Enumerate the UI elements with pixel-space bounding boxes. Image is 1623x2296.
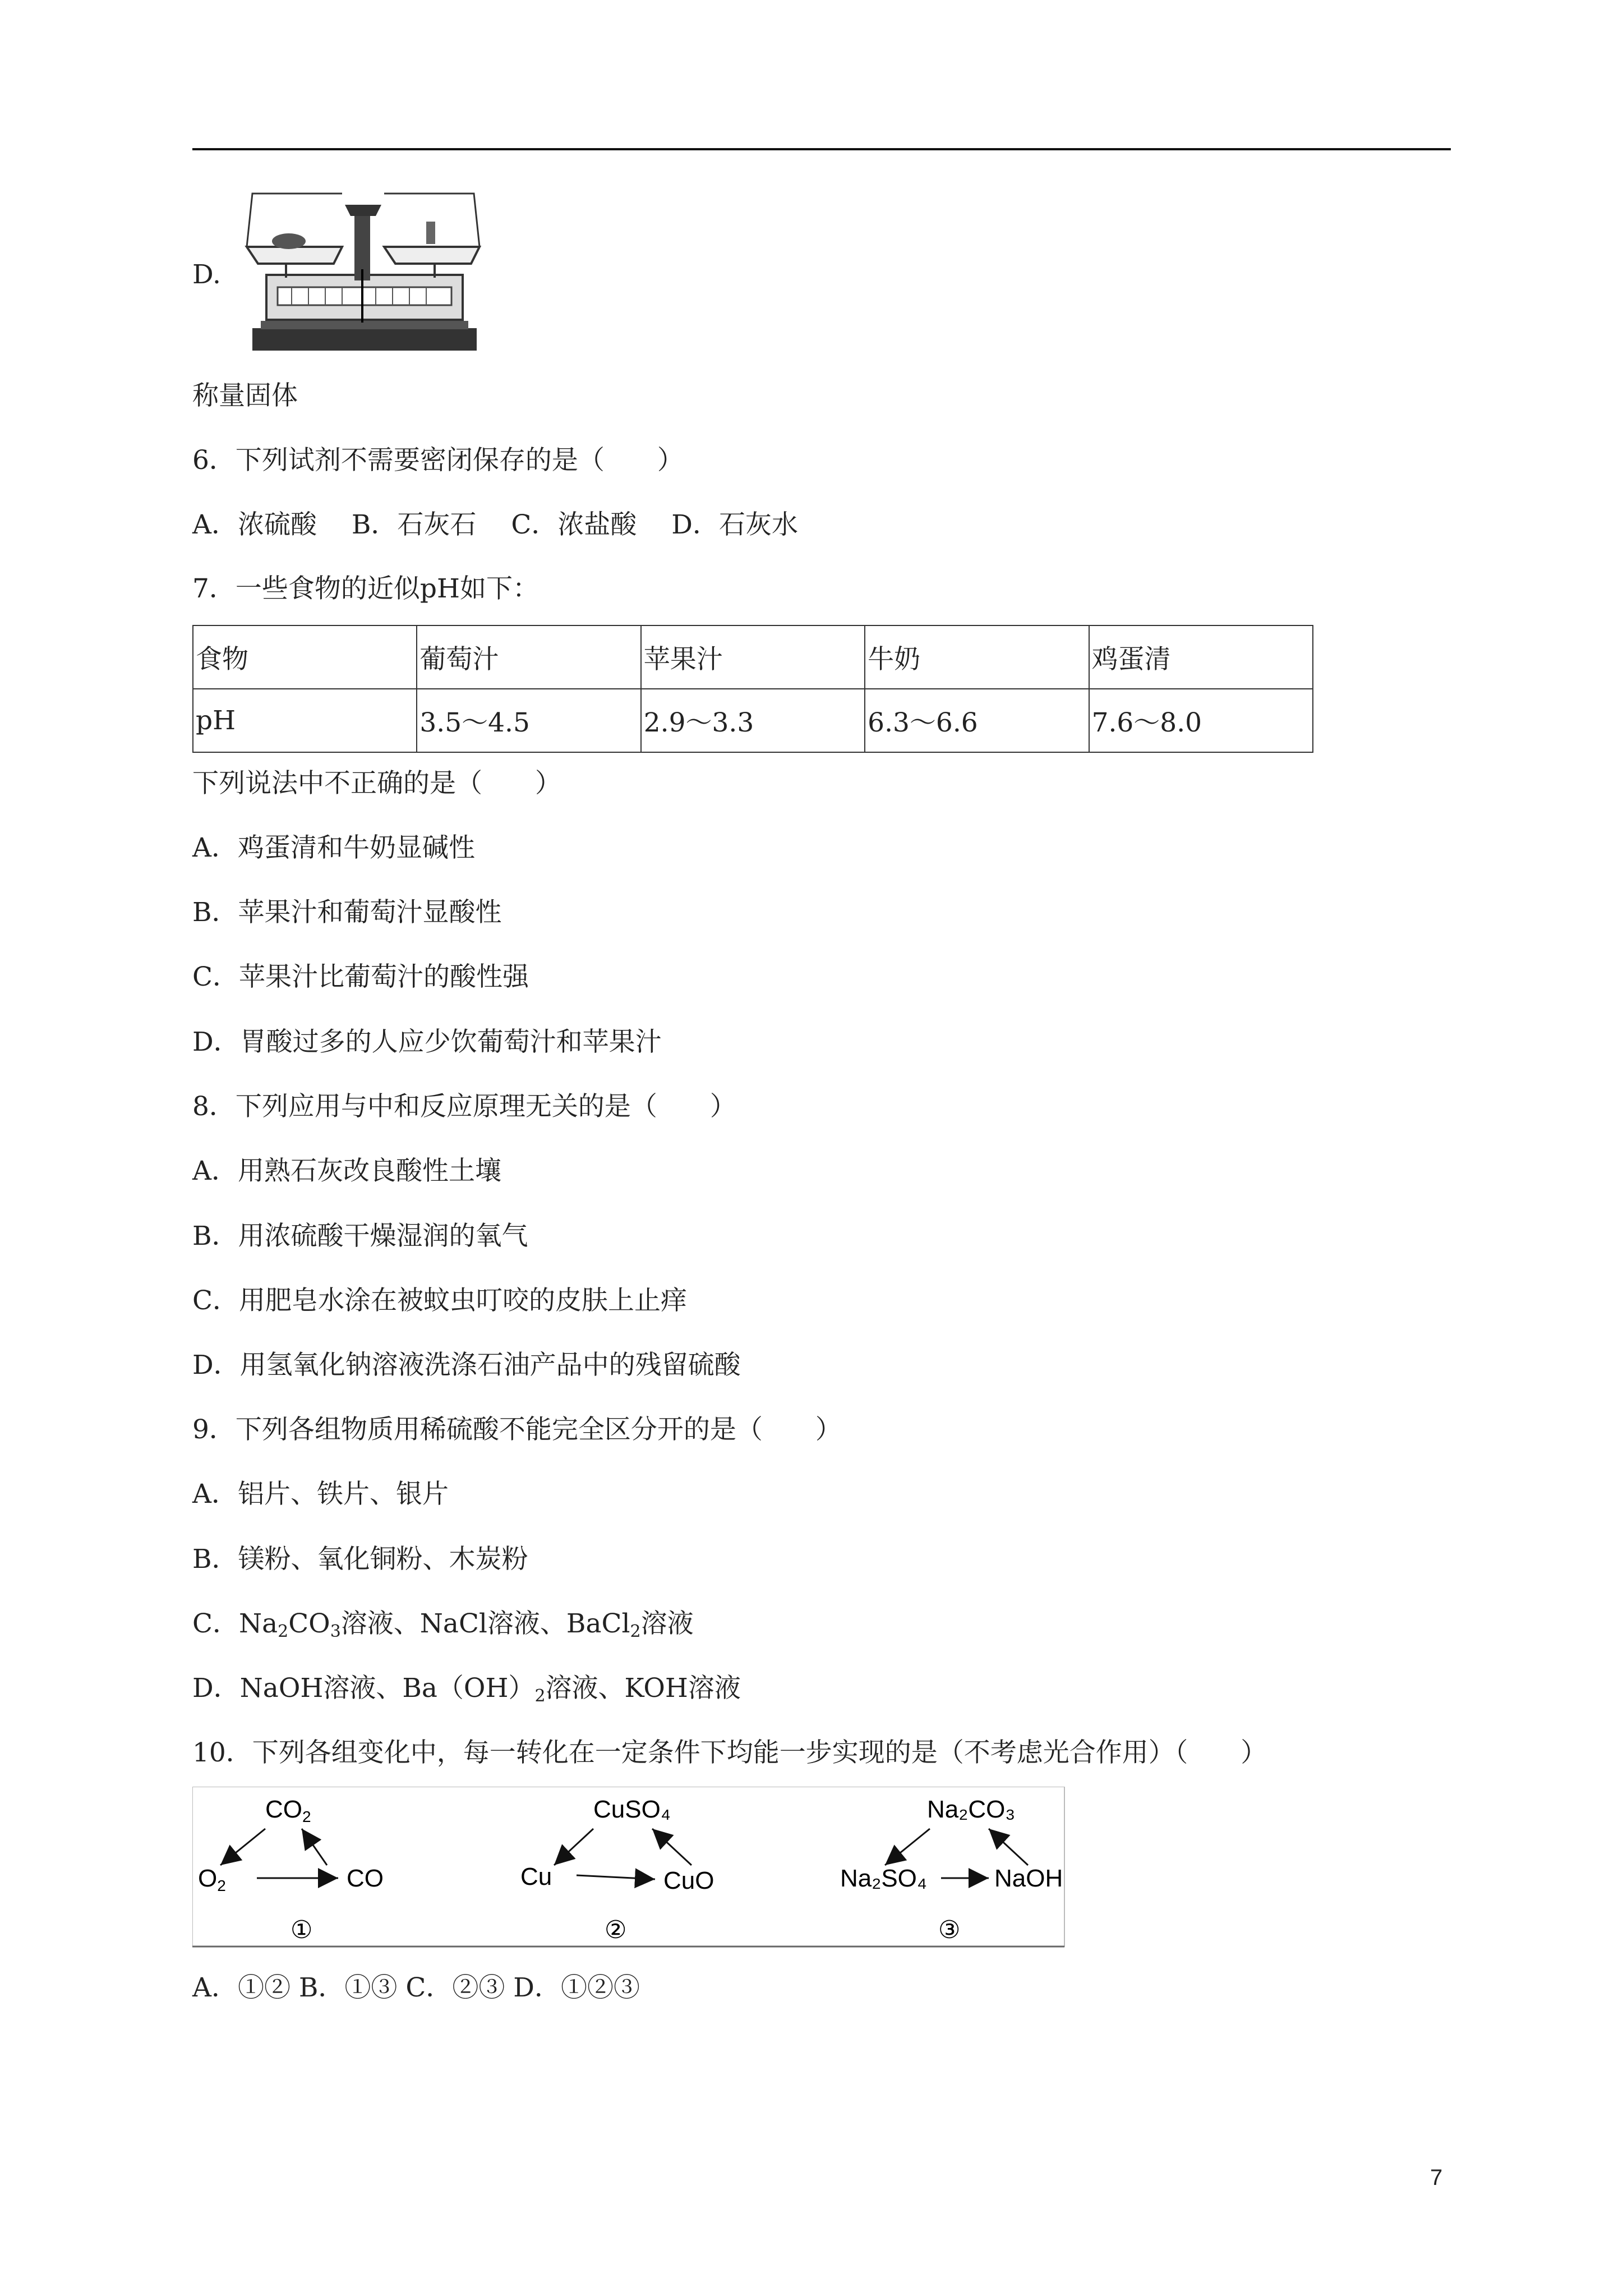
q8-option-c: C．用肥皂水涂在被蚊虫叮咬的皮肤上止痒: [192, 1285, 687, 1316]
arrow: [652, 1829, 691, 1865]
q9-stem: 9．下列各组物质用稀硫酸不能完全区分开的是（ ）: [192, 1414, 842, 1445]
q9-option-b: B．镁粉、氧化铜粉、木炭粉: [192, 1544, 528, 1575]
table-cell: 食物: [193, 625, 417, 689]
node-label: CO2: [265, 1796, 311, 1825]
formula-text: 溶液、KOH溶液: [545, 1673, 741, 1704]
q8-option-d: D．用氢氧化钠溶液洗涤石油产品中的残留硫酸: [192, 1350, 741, 1381]
q10-stem: 10．下列各组变化中，每一转化在一定条件下均能一步实现的是（不考虑光合作用）（ ）: [192, 1737, 1267, 1768]
table-cell: 3.5～4.5: [417, 689, 640, 752]
header-rule: [192, 148, 1451, 150]
q6-stem: 6．下列试剂不需要密闭保存的是（ ）: [192, 445, 684, 476]
node-label: CuSO₄: [593, 1796, 671, 1823]
arrow: [989, 1829, 1028, 1865]
arrow: [302, 1829, 327, 1865]
diagram-number: ③: [938, 1916, 961, 1944]
node-label: CO: [347, 1865, 384, 1892]
table-cell: 6.3～6.6: [865, 689, 1089, 752]
diagram-3: [840, 1796, 1063, 1944]
option-d-caption: 称量固体: [192, 380, 298, 411]
table-cell: 牛奶: [865, 625, 1089, 689]
table-row: [193, 625, 1313, 689]
node-label: O2: [198, 1865, 226, 1894]
q7-stem: 7．一些食物的近似pH如下：: [192, 573, 539, 604]
node-label: CuO: [663, 1867, 714, 1894]
table-cell: pH: [193, 689, 417, 752]
formula-text: D．NaOH溶液、Ba（OH）: [192, 1673, 535, 1704]
diagram-1: [198, 1796, 384, 1944]
q8-option-a: A．用熟石灰改良酸性土壤: [192, 1156, 501, 1186]
formula-text: 溶液、NaCl溶液、BaCl: [340, 1608, 630, 1639]
page-number: 7: [1430, 2165, 1443, 2190]
q9-option-a: A．铝片、铁片、银片: [192, 1479, 449, 1510]
q7-option-b: B．苹果汁和葡萄汁显酸性: [192, 897, 502, 928]
formula-text: C．Na: [192, 1608, 278, 1639]
q8-stem: 8．下列应用与中和反应原理无关的是（ ）: [192, 1091, 736, 1122]
diagram-number: ②: [605, 1916, 627, 1944]
node-label: Na₂SO₄: [840, 1865, 927, 1892]
q10-options: A．①② B．①③ C．②③ D．①②③: [192, 1972, 640, 2003]
q7-prompt: 下列说法中不正确的是（ ）: [192, 768, 561, 799]
node-label: Cu: [520, 1863, 552, 1890]
ph-table: [192, 625, 1313, 753]
arrow: [554, 1829, 593, 1865]
transformation-diagrams: [192, 1787, 1067, 1949]
q9-option-c: [192, 1607, 694, 1649]
diagram-number: ①: [291, 1916, 313, 1944]
table-cell: 苹果汁: [641, 625, 865, 689]
diagram-2: [520, 1796, 714, 1944]
option-d-label: D.: [192, 259, 221, 290]
balance-scale-image: [236, 191, 488, 353]
node-label: Na₂CO₃: [927, 1796, 1016, 1823]
subscript: 2: [278, 1622, 289, 1641]
q6-options: A．浓硫酸 B．石灰石 C．浓盐酸 D．石灰水: [192, 509, 798, 540]
q7-option-a: A．鸡蛋清和牛奶显碱性: [192, 832, 475, 863]
arrow: [885, 1829, 930, 1865]
subscript: 2: [534, 1686, 546, 1706]
table-cell: 2.9～3.3: [641, 689, 865, 752]
node-label: NaOH: [994, 1865, 1063, 1892]
table-cell: 葡萄汁: [417, 625, 640, 689]
q7-option-c: C．苹果汁比葡萄汁的酸性强: [192, 961, 529, 992]
subscript: 3: [330, 1622, 341, 1641]
table-cell: 鸡蛋清: [1089, 625, 1313, 689]
table-row: [193, 689, 1313, 752]
q8-option-b: B．用浓硫酸干燥湿润的氧气: [192, 1221, 528, 1251]
subscript: 2: [630, 1622, 641, 1641]
q9-option-d: [192, 1672, 741, 1713]
arrow: [577, 1875, 655, 1879]
arrow: [220, 1829, 265, 1865]
table-cell: 7.6～8.0: [1089, 689, 1313, 752]
q7-option-d: D．胃酸过多的人应少饮葡萄汁和苹果汁: [192, 1027, 662, 1057]
formula-text: 溶液: [640, 1608, 694, 1639]
formula-text: CO: [288, 1608, 330, 1639]
